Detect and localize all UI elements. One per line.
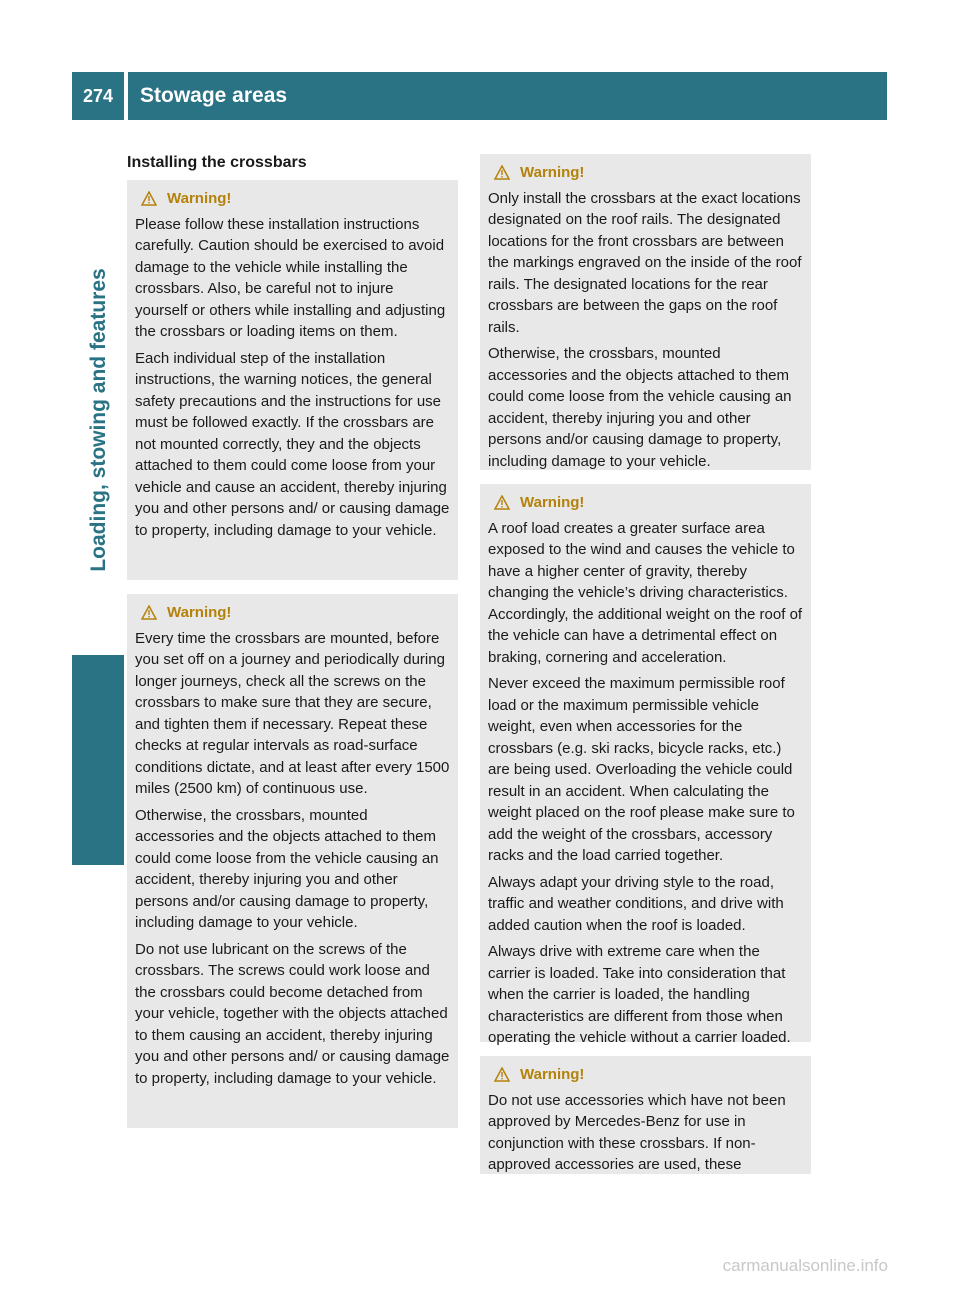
warning-paragraph: Do not use lubricant on the screws of the crossbars. The screws could work loose and the crossbars could become detached from your vehicle, together with the objects attached to them causing an accident, thereby injuring you and other persons and/ or causing damage to property, including damage to your vehicle. (135, 940, 450, 1087)
warning-header (488, 1064, 803, 1086)
warning-header (488, 162, 803, 184)
warning-label: Warning! (520, 1066, 585, 1083)
warning-label: Warning! (167, 604, 232, 621)
warning-box (480, 484, 811, 1046)
warning-box (127, 594, 458, 1128)
watermark: carmanualsonline.info (722, 1256, 888, 1275)
page-number: 274 (82, 85, 114, 106)
warning-label: Warning! (520, 494, 585, 511)
warning-header (135, 188, 450, 210)
warning-paragraph: Do not use accessories which have not been approved by Mercedes-Benz for use in conjunction with these crossbars. If non-approved accessories are used, these (488, 1091, 786, 1173)
section-title: Stowage areas (140, 84, 288, 107)
warning-paragraph: Please follow these installation instructions carefully. Caution should be exercised to avoid damage to the vehicle while installing the crossbars. Also, be careful not to injure yourself or others while installing and adjusting the crossbars or loading items on them. (135, 215, 446, 340)
warning-triangle-icon (494, 495, 510, 510)
warning-paragraph: Only install the crossbars at the exact locations designated on the roof rails. The designated locations for the front crossbars are between the markings engraved on the inside of the roof rails. The designated locations for the rear crossbars are between the gaps on the roof rails. (488, 189, 802, 336)
warning-paragraph: Always drive with extreme care when the carrier is loaded. Take into consideration that when the carrier is loaded, the handling characteristics are different from those when operating the vehicle without a carrier loaded. (488, 943, 791, 1046)
warning-header (488, 492, 803, 514)
warning-header (135, 602, 450, 624)
warning-box (480, 1056, 811, 1174)
warning-paragraph: Never exceed the maximum permissible roof load or the maximum permissible vehicle weight, even when accessories for the crossbars (e.g. ski racks, bicycle racks, etc.) are being used. Overloading the vehicle could result in an accident. When calculating the weight placed on the roof please make sure to add the weight of the crossbars, accessory racks and the load carried together. (488, 675, 795, 864)
side-tab-marker (72, 655, 124, 865)
warning-box (127, 180, 458, 580)
warning-triangle-icon (141, 191, 157, 206)
warning-paragraph: Otherwise, the crossbars, mounted accessories and the objects attached to them could come loose from the vehicle causing an accident, thereby injuring you and other persons and/or causing damage to property, including damage to your vehicle. (488, 345, 792, 470)
warning-triangle-icon (494, 1067, 510, 1082)
warning-paragraph: A roof load creates a greater surface area exposed to the wind and causes the vehicle to have a higher center of gravity, thereby changing the vehicle’s driving characteristics. Accordingly, the additional weight on the roof of the vehicle can have a detrimental effect on braking, cornering and acceleration. (488, 519, 803, 666)
warning-triangle-icon (494, 165, 510, 180)
warning-label: Warning! (520, 164, 585, 181)
warning-paragraph: Every time the crossbars are mounted, before you set off on a journey and periodically during longer journeys, check all the screws on the crossbars to make sure that they are secure, and tighten them if necessary. Repeat these checks at regular intervals as road-surface conditions dictate, and at least after every 1500 miles (2500 km) of continuous use. (135, 629, 450, 797)
side-label: Loading, stowing and features (87, 268, 110, 572)
side-label-container (78, 200, 120, 640)
warning-label: Warning! (167, 190, 232, 207)
warning-box (480, 154, 811, 470)
warning-paragraph: Each individual step of the installation instructions, the warning notices, the general safety precautions and the instructions for use must be followed exactly. If the crossbars are not mounted correctly, they and the objects attached to them could come loose from your vehicle and cause an accident, thereby injuring you and other persons and/ or causing damage to property, including damage to your vehicle. (135, 349, 450, 539)
warning-triangle-icon (141, 605, 157, 620)
warning-paragraph: Always adapt your driving style to the road, traffic and weather conditions, and drive with added caution when the roof is loaded. (488, 873, 784, 934)
page-heading: Installing the crossbars (127, 154, 307, 171)
warning-paragraph: Otherwise, the crossbars, mounted accessories and the objects attached to them could come loose from the vehicle causing an accident, thereby injuring you and other persons and/or causing damage to property, including damage to your vehicle. (135, 806, 439, 931)
header-divider (124, 72, 128, 120)
